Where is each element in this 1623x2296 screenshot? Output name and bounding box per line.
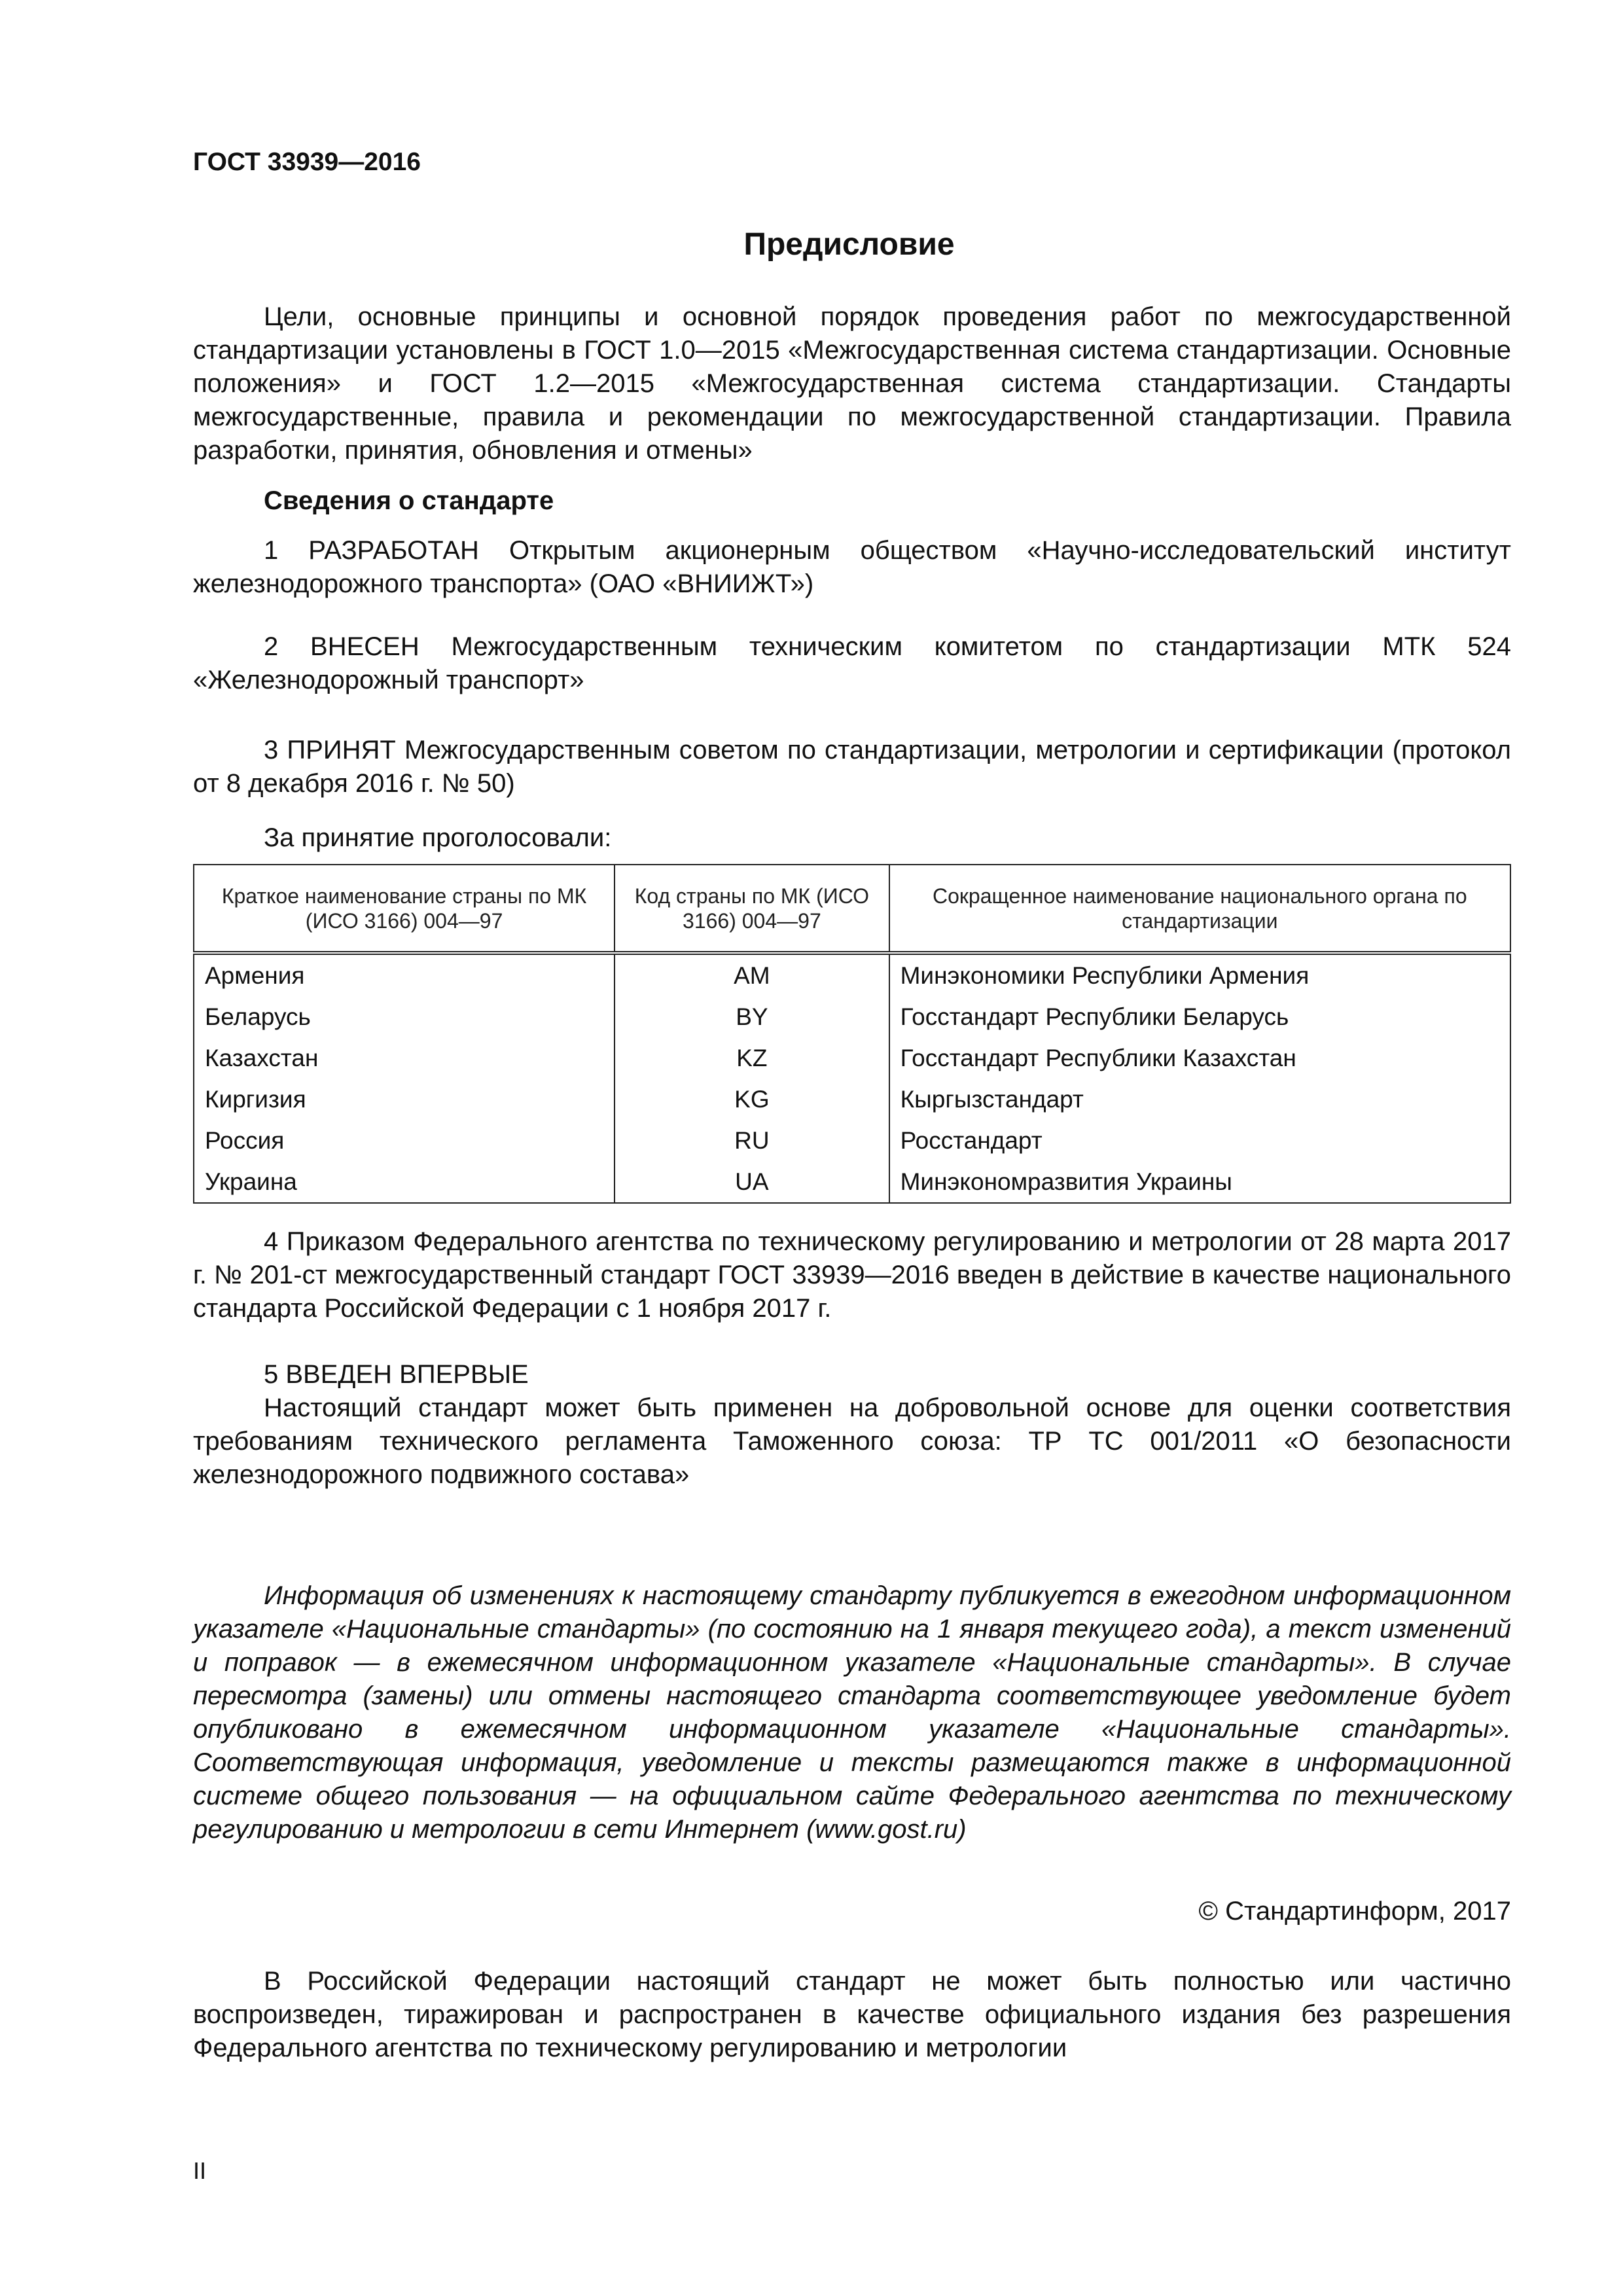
vote-label: За принятие проголосовали:	[264, 823, 612, 852]
voting-countries-table	[193, 864, 1511, 1204]
column-header-country: Краткое наименование страны по МК (ИСО 3166) 004—97	[194, 865, 615, 953]
item-2-submitted: 2 ВНЕСЕН Межгосударственным техническим комитетом по стандартизации МТК 524 «Железнодорожный транспорт»	[193, 632, 1511, 694]
table-row	[194, 996, 1510, 1037]
authority-cell: Кыргызстандарт	[889, 1079, 1510, 1120]
country-cell: Украина	[194, 1161, 615, 1203]
item-3-adopted: 3 ПРИНЯТ Межгосударственным советом по стандартизации, метрологии и сертификации (протокол от 8 декабря 2016 г. № 50)	[193, 736, 1511, 798]
info-heading: Сведения о стандарте	[264, 486, 554, 515]
item-5-text: Настоящий стандарт может быть применен на добровольной основе для оценки соответствия требованиям технического регламента Таможенного союза: ТР ТС 001/2011 «О безопасности железнодорожного подвижного состава»	[193, 1393, 1511, 1489]
page-number: II	[193, 2157, 207, 2184]
item-5-title: 5 ВВЕДЕН ВПЕРВЫЕ	[264, 1360, 529, 1389]
code-cell: RU	[615, 1120, 889, 1161]
table-row	[194, 1120, 1510, 1161]
authority-cell: Минэкономразвития Украины	[889, 1161, 1510, 1203]
table-header-row	[194, 865, 1510, 953]
table-row	[194, 1037, 1510, 1079]
item-4-order: 4 Приказом Федерального агентства по техническому регулированию и метрологии от 28 марта 2017 г. № 201-ст межгосударственный стандарт ГОСТ 33939—2016 введен в действие в качестве национального стандарта Российской Федерации с 1 ноября 2017 г.	[193, 1227, 1511, 1323]
table-row	[194, 1079, 1510, 1120]
page-title: Предисловие	[743, 227, 955, 262]
changes-notice: Информация об изменениях к настоящему стандарту публикуется в ежегодном информационном указателе «Национальные стандарты» (по состоянию на 1 января текущего года), а текст изменений и поправок — в ежемесячном информационном указателе «Национальные стандарты». В случае пересмотра (замены) или отмены настоящего стандарта соответствующее уведомление будет опубликовано в ежемесячном информационном указателе «Национальные стандарты». Соответствующая информация, уведомление и тексты размещаются также в информационной системе общего пользования — на официальном сайте Федерального агентства по техническому регулированию и метрологии в сети Интернет (www.gost.ru)	[193, 1581, 1511, 1844]
intro-paragraph: Цели, основные принципы и основной порядок проведения работ по межгосударственной стандартизации установлены в ГОСТ 1.0—2015 «Межгосударственная система стандартизации. Основные положения» и ГОСТ 1.2—2015 «Межгосударственная система стандартизации. Стандарты межгосударственные, правила и рекомендации по межгосударственной стандартизации. Правила разработки, принятия, обновления и отмены»	[193, 302, 1511, 465]
table-row	[194, 953, 1510, 996]
country-cell: Киргизия	[194, 1079, 615, 1120]
country-cell: Казахстан	[194, 1037, 615, 1079]
code-cell: KZ	[615, 1037, 889, 1079]
authority-cell: Госстандарт Республики Беларусь	[889, 996, 1510, 1037]
column-header-code: Код страны по МК (ИСО 3166) 004—97	[615, 865, 889, 953]
authority-cell: Госстандарт Республики Казахстан	[889, 1037, 1510, 1079]
code-cell: KG	[615, 1079, 889, 1120]
copyright-line: © Стандартинформ, 2017	[1198, 1897, 1511, 1926]
country-cell: Армения	[194, 953, 615, 996]
authority-cell: Росстандарт	[889, 1120, 1510, 1161]
authority-cell: Минэкономики Республики Армения	[889, 953, 1510, 996]
country-cell: Беларусь	[194, 996, 615, 1037]
standard-code-header: ГОСТ 33939—2016	[193, 148, 421, 176]
code-cell: UA	[615, 1161, 889, 1203]
country-cell: Россия	[194, 1120, 615, 1161]
code-cell: AM	[615, 953, 889, 996]
restriction-paragraph: В Российской Федерации настоящий стандарт не может быть полностью или частично воспроизведен, тиражирован и распространен в качестве официального издания без разрешения Федерального агентства по техническому регулированию и метрологии	[193, 1967, 1511, 2062]
column-header-authority: Сокращенное наименование национального органа по стандартизации	[889, 865, 1510, 953]
item-1-developed: 1 РАЗРАБОТАН Открытым акционерным обществом «Научно-исследовательский институт железнодорожного транспорта» (ОАО «ВНИИЖТ»)	[193, 536, 1511, 598]
code-cell: BY	[615, 996, 889, 1037]
table-row	[194, 1161, 1510, 1203]
